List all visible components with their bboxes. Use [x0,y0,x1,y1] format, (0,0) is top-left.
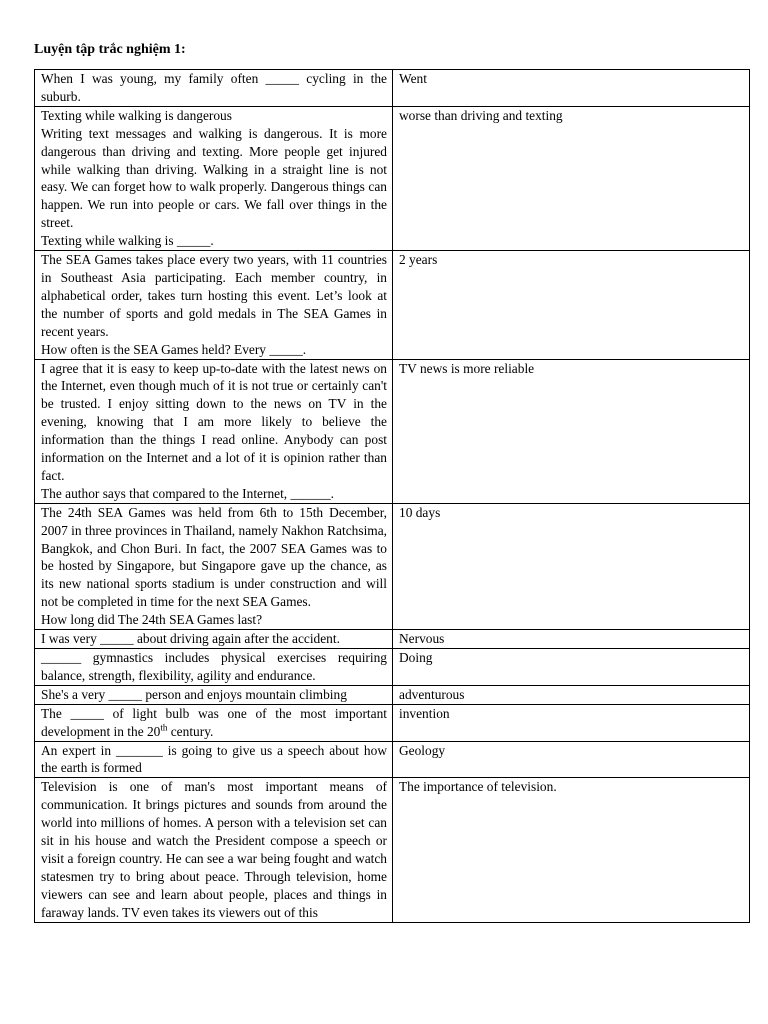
answer-cell: worse than driving and texting [393,106,750,250]
table-row [35,630,750,649]
answer-cell: Geology [393,741,750,778]
answer-cell: Went [393,70,750,107]
question-cell [35,685,393,704]
question-text [41,705,387,741]
question-cell [35,649,393,686]
question-cell [35,251,393,359]
table-row [35,106,750,250]
table-row [35,704,750,741]
quiz-table [34,69,750,923]
question-text-after: century. [167,723,214,739]
table-row [35,741,750,778]
answer-cell: 10 days [393,503,750,629]
question-cell [35,503,393,629]
question-cell [35,741,393,778]
question-text: The author says that compared to the Internet, ______. [41,485,335,501]
question-text-before: The _____ of light bulb was one of the most important development in the 20 [41,705,387,739]
question-cell [35,630,393,649]
question-text: I was very _____ about driving again after the accident. [41,631,340,647]
answer-cell: TV news is more reliable [393,359,750,503]
question-cell [35,106,393,250]
question-cell [35,70,393,107]
question-cell [35,704,393,741]
passage-text: The 24th SEA Games was held from 6th to 15th December, 2007 in three provinces in Thailand, namely Nakhon Ratchsima, Bangkok, and Chon Buri. In fact, the 2007 SEA Games was to be hosted by Singapore, but Singapore gave up the chance, as its new national sports stadium is under construction and will not be completed in time for the next SEA Games. [41,504,387,610]
answer-cell: The importance of television. [393,778,750,922]
passage-text: I agree that it is easy to keep up-to-date with the latest news on the Internet, even though much of it is not true or certainly can't be trusted. I enjoy sitting down to the news on TV in the evening, knowing that I am more likely to believe the information than the things I read online. Anybody can post information on the Internet and a lot of it is opinion rather than fact. [41,360,387,483]
table-row [35,778,750,922]
passage-title: Texting while walking is dangerous [41,107,232,123]
passage-text: Writing text messages and walking is dangerous. It is more dangerous than driving and texting. More people get injured while walking than driving. Walking in a straight line is not easy. We can forget how to walk properly. Dangerous things can happen. We run into people or cars. We fall over things in the street. [41,125,387,231]
question-text: ______ gymnastics includes physical exercises requiring balance, strength, flexibility, agility and endurance. [41,650,387,683]
page-title: Luyện tập trắc nghiệm 1: [34,42,186,57]
answer-cell: invention [393,704,750,741]
answer-cell: 2 years [393,251,750,359]
passage-text: The SEA Games takes place every two years, with 11 countries in Southeast Asia participating. Each member country, in alphabetical order, takes turn hosting this event. Let’s look at the number of sports and gold medals in The SEA Games in recent years. [41,252,387,339]
answer-cell: Nervous [393,630,750,649]
question-text: An expert in _______ is going to give us a speech about how the earth is formed [41,742,387,776]
table-row [35,503,750,629]
passage-text: Television is one of man's most important means of communication. It brings pictures and sounds from around the world into millions of homes. A person with a television set can sit in his house and watch the President compose a speech or visit a foreign country. He can see a war being fought and watch statesmen try to bring about peace. Through television, home viewers can see and learn about people, places and things in faraway lands. TV even takes its viewers out of this [41,779,387,920]
question-cell [35,778,393,922]
question-text: Texting while walking is _____. [41,233,214,249]
question-text: How long did The 24th SEA Games last? [41,612,263,628]
table-row [35,70,750,107]
answer-cell: adventurous [393,685,750,704]
table-row [35,251,750,359]
question-text: How often is the SEA Games held? Every _____. [41,341,307,357]
table-row [35,649,750,686]
question-cell [35,359,393,503]
question-text: She's a very _____ person and enjoys mountain climbing [41,686,347,702]
table-row [35,359,750,503]
ordinal-suffix: th [160,722,168,733]
answer-cell: Doing [393,649,750,686]
table-row [35,685,750,704]
question-text: When I was young, my family often _____ cycling in the suburb. [41,71,387,104]
